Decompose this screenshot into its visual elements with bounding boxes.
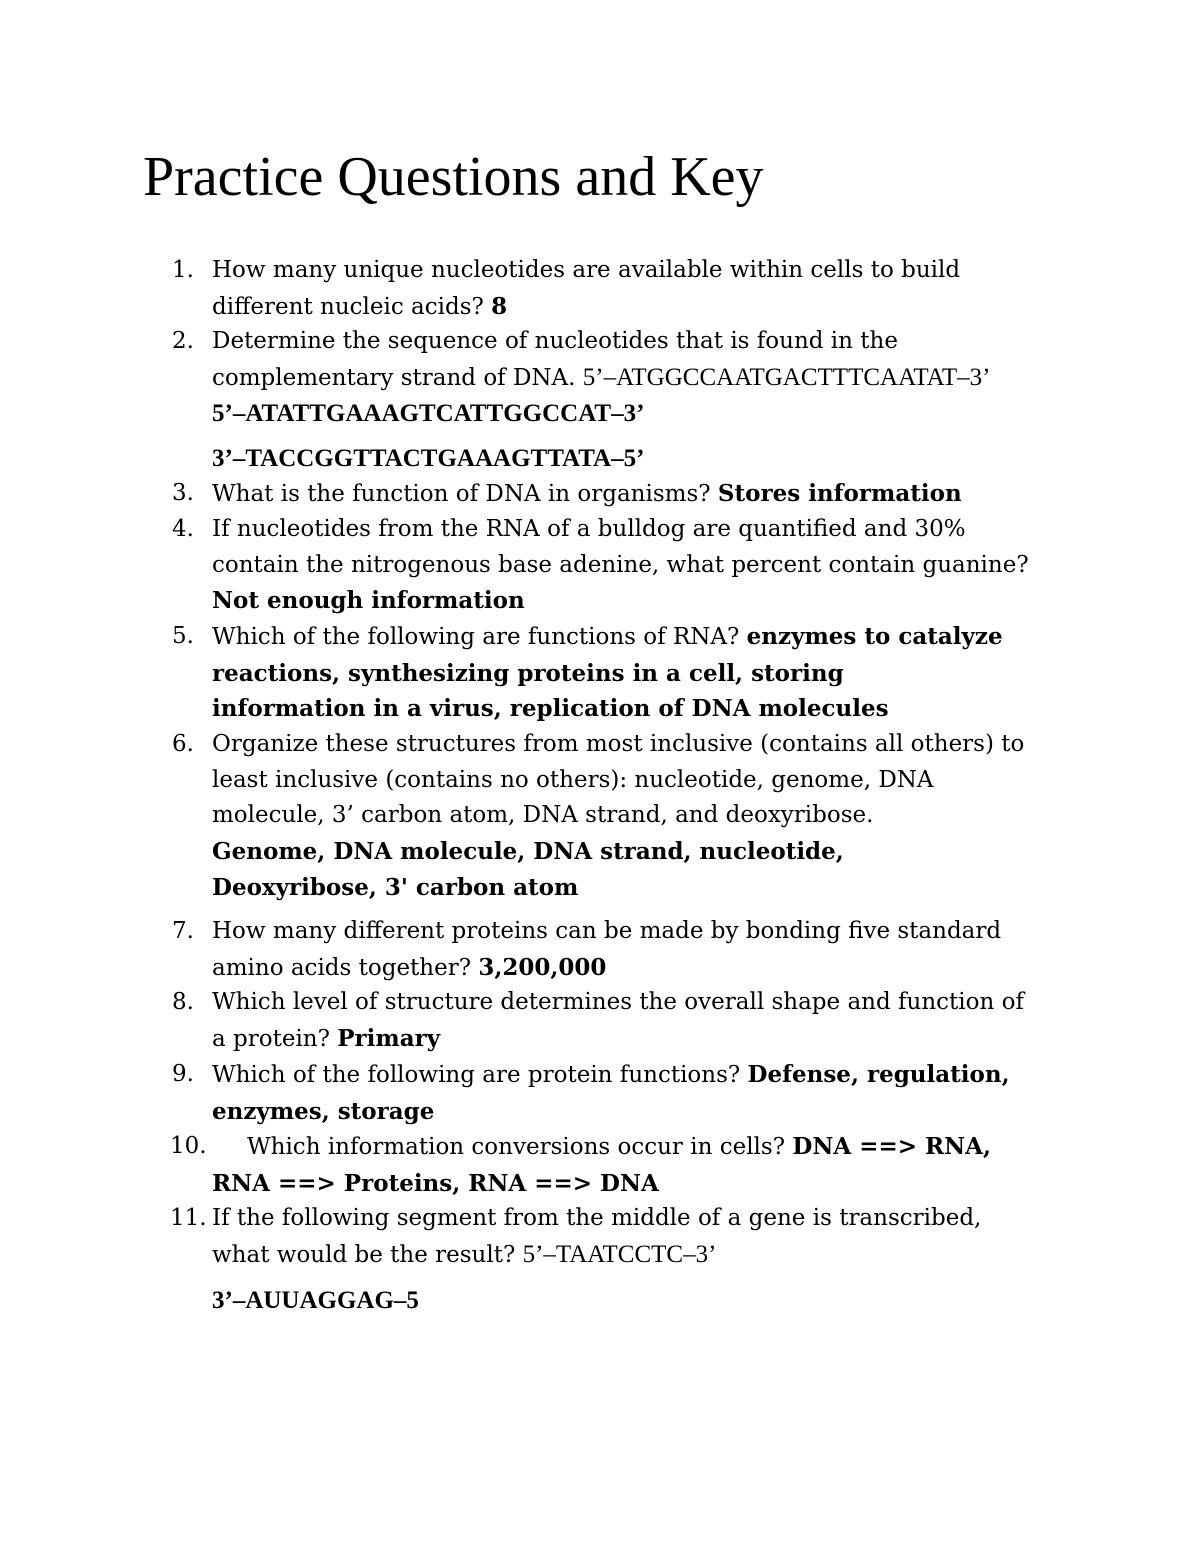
question-number: 3.	[172, 480, 194, 506]
answer-text: enzymes, storage	[212, 1097, 435, 1125]
question-text: What is the function of DNA in organisms?	[212, 481, 718, 507]
answer-text: Not enough information	[212, 587, 525, 615]
question-text: molecule, 3’ carbon atom, DNA strand, and deoxyribose.	[212, 802, 874, 829]
question-text: contain the nitrogenous base adenine, what percent contain guanine?	[212, 551, 1029, 578]
question-text: Which of the following are protein functions?	[212, 1062, 748, 1088]
answer-text: RNA ==> Proteins, RNA ==> DNA	[212, 1169, 659, 1197]
answer-text: Defense, regulation,	[747, 1061, 1010, 1088]
question-number: 7.	[172, 918, 194, 944]
question-text: How many unique nucleotides are available within cells to build	[212, 257, 961, 283]
question-text: Which of the following are functions of RNA?	[212, 624, 747, 650]
question-text: How many different proteins can be made by bonding five standard	[212, 918, 1002, 944]
answer-sequence-rna: 3’–AUUAGGAG–5	[212, 1287, 419, 1314]
page-title: Practice Questions and Key	[143, 146, 764, 208]
question-number: 11.	[170, 1205, 207, 1231]
answer-text: 3,200,000	[478, 953, 607, 981]
question-number: 5.	[172, 623, 194, 649]
dna-sequence: 5’–ATGGCCAATGACTTTCAATAT–3’	[582, 363, 991, 391]
question-number: 10.	[170, 1133, 207, 1159]
question-text: different nucleic acids?	[212, 293, 492, 320]
question-number: 4.	[172, 516, 194, 542]
question-number: 2.	[172, 328, 194, 354]
question-number: 9.	[172, 1061, 194, 1087]
question-text: a protein?	[212, 1025, 338, 1052]
dna-sequence: 5’–TAATCCTC–3’	[522, 1240, 717, 1268]
question-number: 1.	[172, 257, 194, 283]
answer-text: DNA ==> RNA,	[792, 1133, 992, 1160]
answer-text: Primary	[337, 1024, 441, 1052]
answer-text: Deoxyribose, 3' carbon atom	[212, 873, 579, 901]
question-text: Which information conversions occur in cells?	[247, 1134, 793, 1160]
question-text: complementary strand of DNA.	[212, 364, 583, 391]
answer-text: 8	[491, 292, 508, 320]
question-text: what would be the result?	[212, 1241, 523, 1268]
question-text: Organize these structures from most inclusive (contains all others) to	[212, 731, 1025, 757]
question-text: If the following segment from the middle of a gene is transcribed,	[212, 1205, 982, 1231]
answer-text: enzymes to catalyze	[746, 623, 1003, 650]
answer-text: reactions, synthesizing proteins in a cell, storing	[212, 659, 844, 687]
answer-sequence-1: 5’–ATATTGAAAGTCATTGGCCAT–3’	[212, 400, 645, 427]
question-number: 6.	[172, 731, 194, 757]
question-text: amino acids together?	[212, 954, 479, 981]
question-text: Determine the sequence of nucleotides that is found in the	[212, 328, 898, 354]
question-text: least inclusive (contains no others): nucleotide, genome, DNA	[212, 766, 934, 793]
answer-text: Genome, DNA molecule, DNA strand, nucleotide,	[212, 838, 844, 866]
answer-text: Stores information	[717, 480, 962, 507]
answer-sequence-2: 3’–TACCGGTTACTGAAAGTTATA–5’	[212, 445, 645, 472]
answer-text: information in a virus, replication of DNA molecules	[212, 695, 889, 723]
question-number: 8.	[172, 989, 194, 1015]
question-text: If nucleotides from the RNA of a bulldog are quantified and 30%	[212, 516, 966, 542]
question-text: Which level of structure determines the overall shape and function of	[212, 989, 1024, 1015]
